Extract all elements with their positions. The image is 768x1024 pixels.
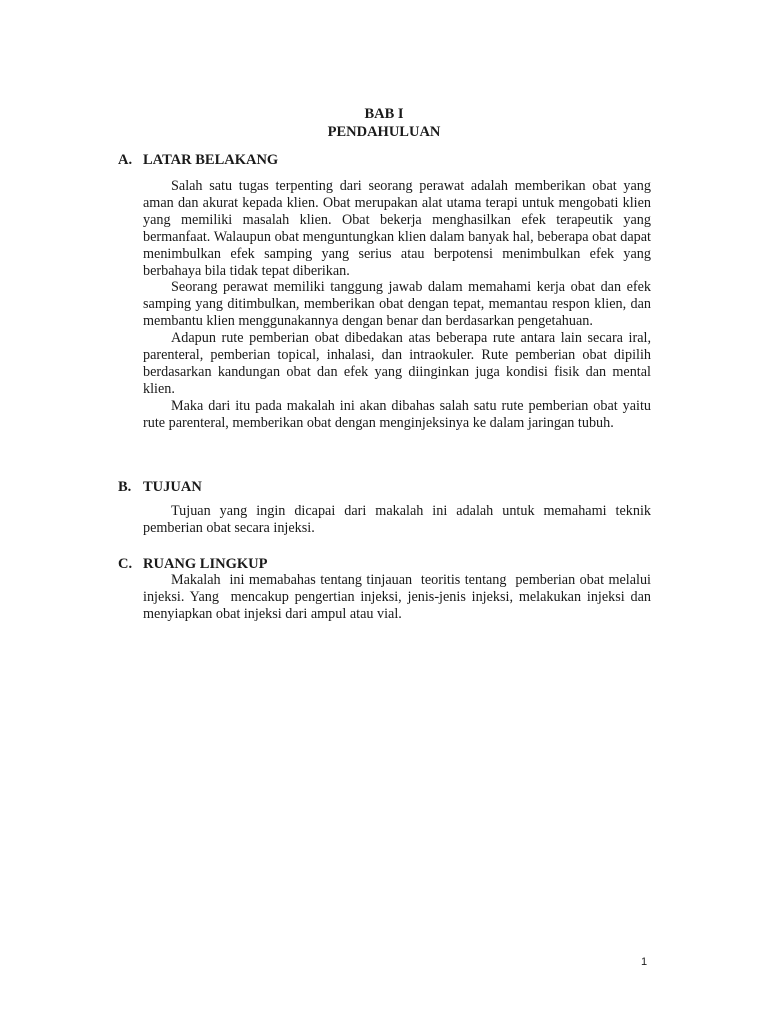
paragraph: Salah satu tugas terpenting dari seorang perawat adalah memberikan obat yang aman dan akurat kepada klien. Obat merupakan alat utama terapi untuk mengobati klien yang memiliki masalah klien. Obat bekerja menghasilkan efek terapeutik yang bermanfaat. Walaupun obat menguntungkan klien dalam banyak hal, beberapa obat dapat menimbulkan efek samping yang serius atau berpotensi menimbulkan efek yang berbahaya bila tidak tepat diberikan. — [143, 178, 651, 279]
section-heading-tujuan — [118, 477, 202, 497]
paragraph: Maka dari itu pada makalah ini akan dibahas salah satu rute pemberian obat yaitu rute parenteral, memberikan obat dengan menginjeksinya ke dalam jaringan tubuh. — [143, 397, 651, 431]
section-title: LATAR BELAKANG — [143, 152, 279, 168]
paragraph: Makalah ini memabahas tentang tinjauan teoritis tentang pemberian obat melalui injeksi. Yang mencakup pengertian injeksi, jenis-jenis injeksi, melakukan injeksi dan menyiapkan obat injeksi dari ampul atau vial. — [143, 572, 655, 622]
page-number: 1 — [641, 956, 648, 968]
paragraph: Adapun rute pemberian obat dibedakan atas beberapa rute antara lain secara iral, parenteral, pemberian topical, inhalasi, dan intraokuler. Rute pemberian obat dipilih berdasarkan kandungan obat dan efek yang diinginkan juga kondisi fisik dan mental klien. — [143, 330, 651, 397]
chapter-title: PENDAHULUAN — [327, 124, 441, 140]
section-title: TUJUAN — [143, 479, 202, 495]
section-body-tujuan — [143, 503, 651, 537]
section-letter: A. — [118, 152, 133, 168]
chapter-number: BAB I — [364, 106, 404, 122]
paragraph: Tujuan yang ingin dicapai dari makalah ini adalah untuk memahami teknik pemberian obat secara injeksi. — [143, 503, 651, 536]
section-heading-ruang-lingkup — [118, 554, 267, 574]
section-body-ruang-lingkup — [143, 572, 655, 623]
section-body-latar-belakang — [143, 178, 651, 432]
section-heading-latar-belakang — [118, 150, 278, 170]
section-letter: B. — [118, 479, 132, 495]
section-title: RUANG LINGKUP — [143, 556, 268, 572]
paragraph: Seorang perawat memiliki tanggung jawab dalam memahami kerja obat dan efek samping yang ditimbulkan, memberikan obat dengan tepat, memantau respon klien, dan membantu klien menggunakannya dengan benar dan berdasarkan pengetahuan. — [143, 279, 651, 330]
section-letter: C. — [118, 556, 133, 572]
